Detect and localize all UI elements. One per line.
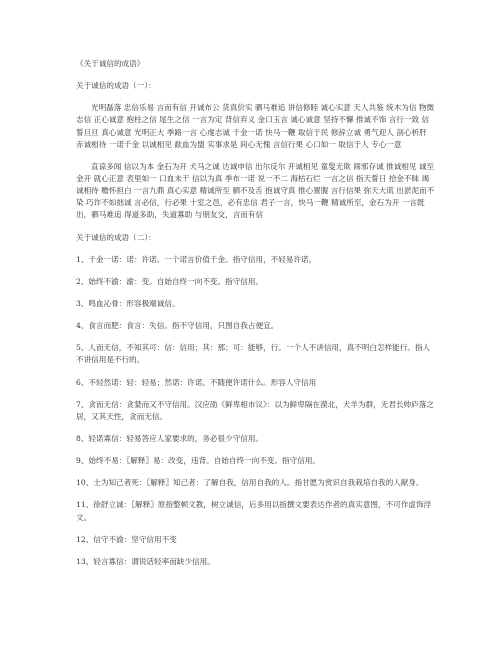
list-item: 13、轻言寡信：谓说话轻率而缺少信用。 bbox=[76, 556, 215, 566]
document-title: 《关于诚信的成语》 bbox=[76, 59, 145, 68]
list-item: 3、鸣血沁骨：形容极端诚信。 bbox=[76, 298, 180, 308]
list-item: 8、轻诺寡信：轻易答应人家要求的，务必很少守信用。 bbox=[76, 433, 264, 443]
list-item: 4、食言而肥：食言：失信。指不守信用，只图自我占便宜。 bbox=[76, 321, 279, 331]
list-item: 5、人而无信，不知其可：信：信用；其：那；可：能够，行。一个人不讲信用，真不明白怎样能行。指人不讲信用是不行的。 bbox=[76, 343, 431, 365]
list-item: 1、千金一诺：诺：许诺。一个诺言价值千金。指守信用，不轻易许诺。 bbox=[76, 254, 317, 264]
list-item: 11、徐舒立诚：〖解释〗原指整顿文教，树立诚信，后多用以指撰文要表达作者的真实意图，不可作虚饰浮文。 bbox=[76, 500, 432, 522]
list-item: 2、始终不渝：渝：变。自始自终一向不变。指守信用。 bbox=[76, 276, 264, 286]
section-heading-1: 关于诚信的成语（一）： bbox=[76, 81, 156, 91]
list-item: 9、始终不易：〖解释〗易：改变，违背。自始自终一向不变。指守信用。 bbox=[76, 456, 321, 466]
list-item: 12、信守不渝：坚守信用不变 bbox=[76, 534, 177, 544]
list-item: 6、不轻然诺：轻：轻易；然诺：许诺。不随便许诺什么。形容人守信用 bbox=[76, 377, 317, 387]
list-item: 7、贪而无信：贪婪而又不守信用。汉应劭《鲜卑相市议》：以为鲜卑隔在漠北，犬羊为群，无君长帅庐落之居，又其天性，贪而无信。 bbox=[76, 399, 434, 421]
list-item: 10、士为知己者死：〖解释〗知己者：了解自我，信用自我的人。指甘愿为赏识自我栽培自我的人献身。 bbox=[76, 478, 424, 488]
section-heading-2: 关于诚信的成语（二）： bbox=[76, 232, 156, 242]
idiom-list-paragraph-1: 光明磊落 忠信乐易 言而有信 开诚布公 货真价实 驷马难追 讲信修睦 诚心实意 天人共鉴 统木为信 物微志信 正心诚意 抱柱之信 尾生之信 一言为定 背信弃义 金口玉言 诚心诚意 坚持不懈 推诚不饰 言行一致 信誓旦旦 真心诚意 光明正大 季路一言 心虔志诚 千金一诺 快马一鞭 取信于民 修辞立诚 勇气迎人 剖心析肝 赤诚相待 一诺千金 以诚相见 歃血为盟 实事求是 间心无愧 言信行果 心口如一 取信于人 专心一意 bbox=[76, 103, 435, 149]
idiom-list-paragraph-2: 直谅多闻 信以为本 金石为开 犬马之诚 达诚申信 出尔反尔 开诚相见 童叟无欺 闹邪存诚 推诚相见 诚至金开 就心正意 表里如一 口血未干 信以为真 季布一诺 说一不二 海枯石烂 一言之信 指天誓日 拾金不昧 竭诚相待 赡怀担白 一言九鼎 真心实意 精诚所至 驷不及舌 抱诚守真 推心置腹 言行信果 弥天大谎 出淤泥而不染 巧诈不如拙诚 言必信，行必果 十室之邑，必有忠信 君子一言，快马一鞭 精诚所至，金石为开 一言既出，驷马难追 得道多助，失道寡助 与朋友交，言而有信 bbox=[76, 161, 435, 220]
